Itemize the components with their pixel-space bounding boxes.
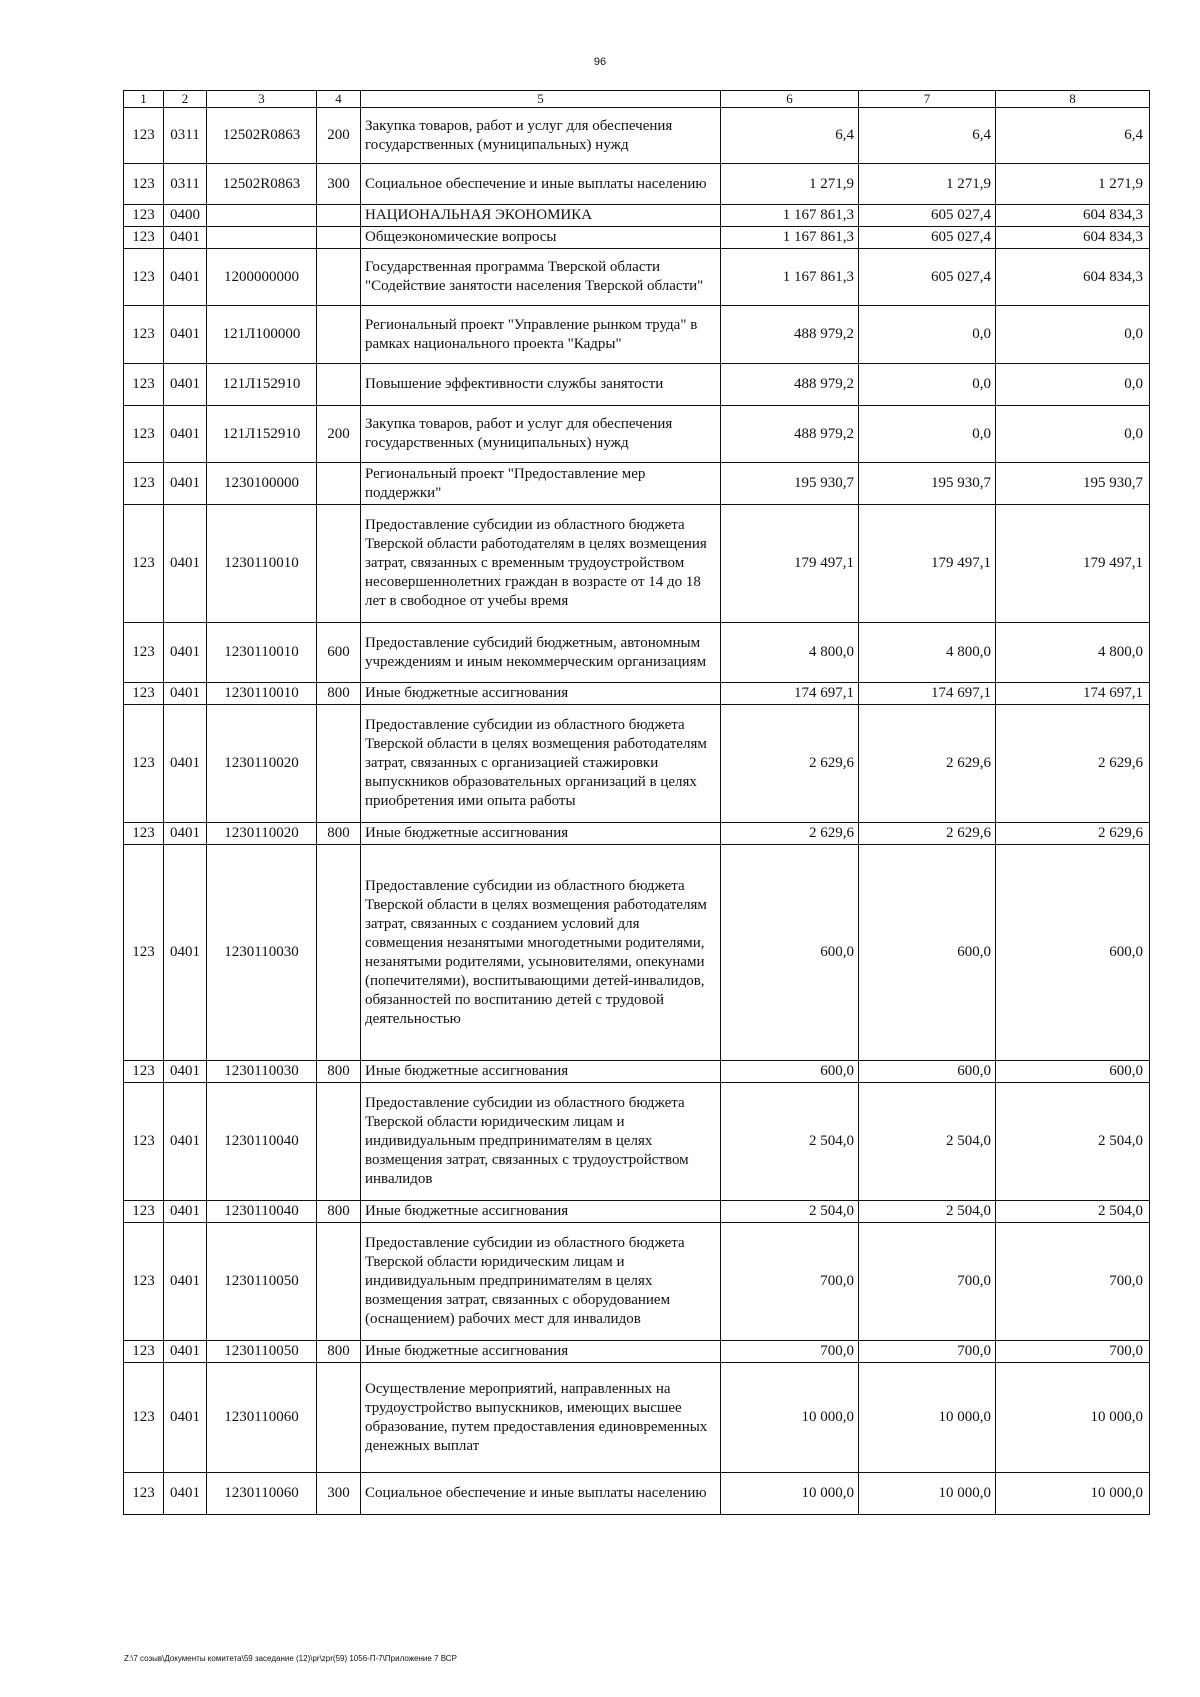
description-cell: Региональный проект "Управление рынком труда" в рамках национального проекта "Кадры" bbox=[361, 306, 721, 364]
code-admin-cell: 123 bbox=[124, 505, 164, 623]
table-row bbox=[124, 845, 1150, 1061]
value-col8-cell: 2 504,0 bbox=[996, 1201, 1150, 1223]
value-col7-cell: 0,0 bbox=[859, 306, 996, 364]
code-expense-cell: 200 bbox=[317, 406, 361, 463]
description-cell: Закупка товаров, работ и услуг для обеспечения государственных (муниципальных) нужд bbox=[361, 108, 721, 164]
value-col6-cell: 174 697,1 bbox=[721, 683, 859, 705]
table-row bbox=[124, 505, 1150, 623]
value-col6-cell: 1 167 861,3 bbox=[721, 249, 859, 306]
code-expense-cell bbox=[317, 1223, 361, 1341]
value-col6-cell: 2 504,0 bbox=[721, 1083, 859, 1201]
value-col6-cell: 600,0 bbox=[721, 845, 859, 1061]
value-col8-cell: 604 834,3 bbox=[996, 227, 1150, 249]
value-col7-cell: 1 271,9 bbox=[859, 164, 996, 205]
code-target-cell: 1230110020 bbox=[207, 823, 317, 845]
code-section-cell: 0401 bbox=[164, 505, 207, 623]
code-expense-cell bbox=[317, 463, 361, 505]
value-col6-cell: 2 504,0 bbox=[721, 1201, 859, 1223]
table-row bbox=[124, 683, 1150, 705]
code-section-cell: 0401 bbox=[164, 623, 207, 683]
description-cell: Предоставление субсидий бюджетным, автономным учреждениям и иным некоммерческим организациям bbox=[361, 623, 721, 683]
code-expense-cell: 800 bbox=[317, 1341, 361, 1363]
value-col8-cell: 179 497,1 bbox=[996, 505, 1150, 623]
description-cell: Предоставление субсидии из областного бюджета Тверской области юридическим лицам и индивидуальным предпринимателям в целях возмещения затрат, связанных с оборудованием (оснащением) рабочих мест для инвалидов bbox=[361, 1223, 721, 1341]
value-col6-cell: 700,0 bbox=[721, 1223, 859, 1341]
value-col8-cell: 10 000,0 bbox=[996, 1473, 1150, 1515]
value-col6-cell: 1 167 861,3 bbox=[721, 205, 859, 227]
code-expense-cell bbox=[317, 1083, 361, 1201]
code-target-cell: 1230110030 bbox=[207, 845, 317, 1061]
description-cell: Иные бюджетные ассигнования bbox=[361, 1201, 721, 1223]
value-col7-cell: 600,0 bbox=[859, 1061, 996, 1083]
value-col7-cell: 605 027,4 bbox=[859, 205, 996, 227]
code-target-cell: 12502R0863 bbox=[207, 108, 317, 164]
code-section-cell: 0400 bbox=[164, 205, 207, 227]
value-col7-cell: 0,0 bbox=[859, 406, 996, 463]
value-col8-cell: 2 629,6 bbox=[996, 705, 1150, 823]
value-col6-cell: 179 497,1 bbox=[721, 505, 859, 623]
code-expense-cell bbox=[317, 205, 361, 227]
code-expense-cell bbox=[317, 845, 361, 1061]
code-admin-cell: 123 bbox=[124, 205, 164, 227]
code-target-cell bbox=[207, 205, 317, 227]
code-section-cell: 0401 bbox=[164, 845, 207, 1061]
value-col8-cell: 600,0 bbox=[996, 845, 1150, 1061]
code-section-cell: 0401 bbox=[164, 364, 207, 406]
col-header-3: 3 bbox=[207, 91, 317, 108]
table-row bbox=[124, 227, 1150, 249]
table-row bbox=[124, 1061, 1150, 1083]
code-admin-cell: 123 bbox=[124, 1223, 164, 1341]
code-section-cell: 0401 bbox=[164, 1201, 207, 1223]
footer-file-path: Z:\7 созыв\Документы комитета\59 заседание (12)\pr\zpr(59) 1056-П-7\Приложение 7 ВСР bbox=[124, 1654, 457, 1663]
code-expense-cell: 200 bbox=[317, 108, 361, 164]
code-expense-cell: 800 bbox=[317, 823, 361, 845]
value-col7-cell: 700,0 bbox=[859, 1341, 996, 1363]
code-admin-cell: 123 bbox=[124, 1341, 164, 1363]
col-header-7: 7 bbox=[859, 91, 996, 108]
value-col6-cell: 6,4 bbox=[721, 108, 859, 164]
value-col7-cell: 195 930,7 bbox=[859, 463, 996, 505]
table-row bbox=[124, 1341, 1150, 1363]
table-row bbox=[124, 623, 1150, 683]
description-cell: Социальное обеспечение и иные выплаты населению bbox=[361, 164, 721, 205]
value-col8-cell: 195 930,7 bbox=[996, 463, 1150, 505]
code-section-cell: 0401 bbox=[164, 823, 207, 845]
value-col8-cell: 4 800,0 bbox=[996, 623, 1150, 683]
code-target-cell: 1230110010 bbox=[207, 623, 317, 683]
code-target-cell: 1230110060 bbox=[207, 1473, 317, 1515]
code-target-cell: 12502R0863 bbox=[207, 164, 317, 205]
value-col6-cell: 1 271,9 bbox=[721, 164, 859, 205]
code-section-cell: 0401 bbox=[164, 1473, 207, 1515]
code-admin-cell: 123 bbox=[124, 1363, 164, 1473]
code-target-cell: 1230110040 bbox=[207, 1201, 317, 1223]
description-cell: Социальное обеспечение и иные выплаты населению bbox=[361, 1473, 721, 1515]
col-header-1: 1 bbox=[124, 91, 164, 108]
code-target-cell: 121Л100000 bbox=[207, 306, 317, 364]
table-row bbox=[124, 463, 1150, 505]
value-col8-cell: 174 697,1 bbox=[996, 683, 1150, 705]
page-number: 96 bbox=[593, 56, 607, 68]
code-target-cell: 1230110010 bbox=[207, 505, 317, 623]
value-col8-cell: 2 629,6 bbox=[996, 823, 1150, 845]
description-cell: Иные бюджетные ассигнования bbox=[361, 1061, 721, 1083]
code-expense-cell: 300 bbox=[317, 1473, 361, 1515]
value-col6-cell: 700,0 bbox=[721, 1341, 859, 1363]
description-cell: Иные бюджетные ассигнования bbox=[361, 823, 721, 845]
code-expense-cell bbox=[317, 505, 361, 623]
value-col8-cell: 10 000,0 bbox=[996, 1363, 1150, 1473]
code-expense-cell: 800 bbox=[317, 683, 361, 705]
value-col6-cell: 195 930,7 bbox=[721, 463, 859, 505]
code-admin-cell: 123 bbox=[124, 164, 164, 205]
description-cell: Иные бюджетные ассигнования bbox=[361, 683, 721, 705]
value-col6-cell: 2 629,6 bbox=[721, 705, 859, 823]
value-col8-cell: 600,0 bbox=[996, 1061, 1150, 1083]
description-cell: Государственная программа Тверской области "Содействие занятости населения Тверской области" bbox=[361, 249, 721, 306]
code-admin-cell: 123 bbox=[124, 249, 164, 306]
code-expense-cell bbox=[317, 249, 361, 306]
description-cell: Региональный проект "Предоставление мер поддержки" bbox=[361, 463, 721, 505]
value-col7-cell: 10 000,0 bbox=[859, 1473, 996, 1515]
value-col7-cell: 605 027,4 bbox=[859, 249, 996, 306]
col-header-4: 4 bbox=[317, 91, 361, 108]
table-row bbox=[124, 249, 1150, 306]
code-target-cell: 1230110030 bbox=[207, 1061, 317, 1083]
code-section-cell: 0401 bbox=[164, 1341, 207, 1363]
table-body bbox=[124, 108, 1150, 1515]
col-header-6: 6 bbox=[721, 91, 859, 108]
code-admin-cell: 123 bbox=[124, 623, 164, 683]
code-target-cell: 121Л152910 bbox=[207, 406, 317, 463]
value-col6-cell: 10 000,0 bbox=[721, 1363, 859, 1473]
description-cell: Предоставление субсидии из областного бюджета Тверской области работодателям в целях возмещения затрат, связанных с временным трудоустройством несовершеннолетних граждан в возрасте от 14 до 18 лет в свободное от учебы время bbox=[361, 505, 721, 623]
value-col6-cell: 10 000,0 bbox=[721, 1473, 859, 1515]
code-section-cell: 0401 bbox=[164, 406, 207, 463]
value-col7-cell: 179 497,1 bbox=[859, 505, 996, 623]
code-expense-cell: 600 bbox=[317, 623, 361, 683]
value-col7-cell: 2 629,6 bbox=[859, 705, 996, 823]
code-section-cell: 0311 bbox=[164, 164, 207, 205]
col-header-2: 2 bbox=[164, 91, 207, 108]
value-col7-cell: 2 504,0 bbox=[859, 1083, 996, 1201]
code-target-cell: 121Л152910 bbox=[207, 364, 317, 406]
code-section-cell: 0401 bbox=[164, 1083, 207, 1201]
description-cell: Закупка товаров, работ и услуг для обеспечения государственных (муниципальных) нужд bbox=[361, 406, 721, 463]
description-cell: Предоставление субсидии из областного бюджета Тверской области юридическим лицам и индивидуальным предпринимателям в целях возмещения затрат, связанных с трудоустройством инвалидов bbox=[361, 1083, 721, 1201]
value-col8-cell: 2 504,0 bbox=[996, 1083, 1150, 1201]
description-cell: Предоставление субсидии из областного бюджета Тверской области в целях возмещения работодателям затрат, связанных с созданием условий для совмещения незанятыми многодетными родителями, незанятыми родителями, усыновителями, опекунами (попечителями), воспитывающими детей-инвалидов, обязанностей по воспитанию детей с трудовой деятельностью bbox=[361, 845, 721, 1061]
table-row bbox=[124, 406, 1150, 463]
description-cell: Осуществление мероприятий, направленных на трудоустройство выпускников, имеющих высшее образование, путем предоставления единовременных денежных выплат bbox=[361, 1363, 721, 1473]
table-row bbox=[124, 1083, 1150, 1201]
value-col7-cell: 4 800,0 bbox=[859, 623, 996, 683]
table-row bbox=[124, 364, 1150, 406]
table-row bbox=[124, 1223, 1150, 1341]
table-row bbox=[124, 164, 1150, 205]
code-admin-cell: 123 bbox=[124, 1473, 164, 1515]
code-admin-cell: 123 bbox=[124, 463, 164, 505]
code-target-cell: 1230100000 bbox=[207, 463, 317, 505]
value-col8-cell: 700,0 bbox=[996, 1223, 1150, 1341]
code-section-cell: 0401 bbox=[164, 227, 207, 249]
col-header-5: 5 bbox=[361, 91, 721, 108]
code-admin-cell: 123 bbox=[124, 1061, 164, 1083]
value-col8-cell: 0,0 bbox=[996, 406, 1150, 463]
value-col7-cell: 2 504,0 bbox=[859, 1201, 996, 1223]
value-col7-cell: 2 629,6 bbox=[859, 823, 996, 845]
code-expense-cell bbox=[317, 1363, 361, 1473]
value-col7-cell: 6,4 bbox=[859, 108, 996, 164]
table-row bbox=[124, 306, 1150, 364]
code-admin-cell: 123 bbox=[124, 306, 164, 364]
code-admin-cell: 123 bbox=[124, 823, 164, 845]
code-target-cell: 1230110040 bbox=[207, 1083, 317, 1201]
code-target-cell: 1230110010 bbox=[207, 683, 317, 705]
value-col6-cell: 488 979,2 bbox=[721, 306, 859, 364]
table-row bbox=[124, 705, 1150, 823]
code-admin-cell: 123 bbox=[124, 1083, 164, 1201]
code-expense-cell bbox=[317, 306, 361, 364]
value-col6-cell: 488 979,2 bbox=[721, 406, 859, 463]
value-col6-cell: 488 979,2 bbox=[721, 364, 859, 406]
description-cell: Иные бюджетные ассигнования bbox=[361, 1341, 721, 1363]
code-section-cell: 0401 bbox=[164, 463, 207, 505]
description-cell: Общеэкономические вопросы bbox=[361, 227, 721, 249]
value-col8-cell: 604 834,3 bbox=[996, 205, 1150, 227]
col-header-8: 8 bbox=[996, 91, 1150, 108]
table-row bbox=[124, 1473, 1150, 1515]
description-cell: Предоставление субсидии из областного бюджета Тверской области в целях возмещения работодателям затрат, связанных с организацией стажировки выпускников образовательных организаций в целях приобретения ими опыта работы bbox=[361, 705, 721, 823]
code-admin-cell: 123 bbox=[124, 705, 164, 823]
code-section-cell: 0401 bbox=[164, 1061, 207, 1083]
code-expense-cell: 300 bbox=[317, 164, 361, 205]
code-target-cell: 1230110020 bbox=[207, 705, 317, 823]
code-target-cell: 1230110050 bbox=[207, 1223, 317, 1341]
budget-table bbox=[123, 90, 1150, 1515]
code-section-cell: 0401 bbox=[164, 1363, 207, 1473]
table-row bbox=[124, 108, 1150, 164]
code-expense-cell: 800 bbox=[317, 1061, 361, 1083]
code-section-cell: 0311 bbox=[164, 108, 207, 164]
code-admin-cell: 123 bbox=[124, 845, 164, 1061]
value-col7-cell: 605 027,4 bbox=[859, 227, 996, 249]
value-col8-cell: 0,0 bbox=[996, 306, 1150, 364]
code-admin-cell: 123 bbox=[124, 364, 164, 406]
code-expense-cell: 800 bbox=[317, 1201, 361, 1223]
value-col6-cell: 2 629,6 bbox=[721, 823, 859, 845]
value-col6-cell: 600,0 bbox=[721, 1061, 859, 1083]
code-section-cell: 0401 bbox=[164, 249, 207, 306]
description-cell: Повышение эффективности службы занятости bbox=[361, 364, 721, 406]
value-col8-cell: 1 271,9 bbox=[996, 164, 1150, 205]
code-admin-cell: 123 bbox=[124, 683, 164, 705]
header-row bbox=[124, 91, 1150, 108]
value-col7-cell: 700,0 bbox=[859, 1223, 996, 1341]
table-row bbox=[124, 205, 1150, 227]
code-expense-cell bbox=[317, 227, 361, 249]
value-col8-cell: 604 834,3 bbox=[996, 249, 1150, 306]
code-admin-cell: 123 bbox=[124, 1201, 164, 1223]
value-col8-cell: 700,0 bbox=[996, 1341, 1150, 1363]
table-row bbox=[124, 1363, 1150, 1473]
code-section-cell: 0401 bbox=[164, 1223, 207, 1341]
description-cell: НАЦИОНАЛЬНАЯ ЭКОНОМИКА bbox=[361, 205, 721, 227]
value-col8-cell: 6,4 bbox=[996, 108, 1150, 164]
code-section-cell: 0401 bbox=[164, 306, 207, 364]
code-expense-cell bbox=[317, 364, 361, 406]
code-section-cell: 0401 bbox=[164, 705, 207, 823]
code-admin-cell: 123 bbox=[124, 108, 164, 164]
code-target-cell: 1200000000 bbox=[207, 249, 317, 306]
code-expense-cell bbox=[317, 705, 361, 823]
value-col8-cell: 0,0 bbox=[996, 364, 1150, 406]
code-target-cell: 1230110050 bbox=[207, 1341, 317, 1363]
code-target-cell bbox=[207, 227, 317, 249]
value-col6-cell: 4 800,0 bbox=[721, 623, 859, 683]
table-row bbox=[124, 1201, 1150, 1223]
code-admin-cell: 123 bbox=[124, 227, 164, 249]
table-row bbox=[124, 823, 1150, 845]
value-col7-cell: 0,0 bbox=[859, 364, 996, 406]
value-col6-cell: 1 167 861,3 bbox=[721, 227, 859, 249]
code-admin-cell: 123 bbox=[124, 406, 164, 463]
value-col7-cell: 600,0 bbox=[859, 845, 996, 1061]
code-target-cell: 1230110060 bbox=[207, 1363, 317, 1473]
code-section-cell: 0401 bbox=[164, 683, 207, 705]
value-col7-cell: 174 697,1 bbox=[859, 683, 996, 705]
value-col7-cell: 10 000,0 bbox=[859, 1363, 996, 1473]
